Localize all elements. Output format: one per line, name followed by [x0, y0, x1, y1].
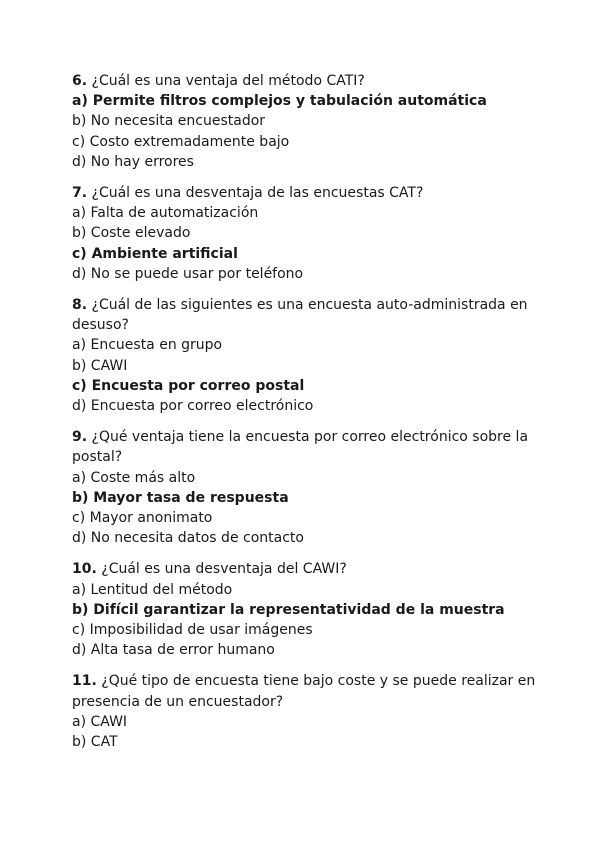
- question-text: [72, 427, 542, 467]
- answer-option: c) Costo extremadamente bajo: [72, 133, 290, 150]
- question-block: [72, 71, 542, 172]
- question-number: 9.: [72, 429, 88, 446]
- answer-option: a) Encuesta en grupo: [72, 337, 223, 354]
- answer-option: a) CAWI: [72, 713, 128, 730]
- answer-option: c) Mayor anonimato: [72, 510, 213, 527]
- question-number: 6.: [72, 73, 88, 89]
- question-number: 8.: [72, 297, 88, 314]
- question-prompt: ¿Qué ventaja tiene la encuesta por correo electrónico sobre la postal?: [72, 429, 529, 466]
- answer-option: b) No necesita encuestador: [72, 113, 266, 130]
- correct-answer-option: c) Encuesta por correo postal: [72, 377, 305, 394]
- question-text: [72, 559, 542, 579]
- question-number: 7.: [72, 185, 88, 202]
- correct-answer-option: a) Permite filtros complejos y tabulación automática: [72, 93, 487, 110]
- answer-option: b) CAWI: [72, 357, 128, 374]
- answer-option: a) Coste más alto: [72, 469, 196, 486]
- question-number: 11.: [72, 673, 97, 690]
- question-prompt: ¿Cuál es una desventaja de las encuestas CAT?: [91, 185, 424, 202]
- question-text: [72, 295, 542, 335]
- answer-option: d) No se puede usar por teléfono: [72, 265, 304, 282]
- answer-option: d) Alta tasa de error humano: [72, 642, 275, 659]
- question-prompt: ¿Cuál de las siguientes es una encuesta auto-administrada en desuso?: [72, 297, 528, 334]
- correct-answer-option: b) Difícil garantizar la representatividad de la muestra: [72, 601, 505, 618]
- question-block: [72, 183, 542, 284]
- correct-answer-option: b) Mayor tasa de respuesta: [72, 489, 289, 506]
- answer-option: d) No hay errores: [72, 153, 194, 170]
- answer-option: d) No necesita datos de contacto: [72, 530, 304, 547]
- question-text: [72, 71, 542, 91]
- question-text: [72, 183, 542, 203]
- answer-option: d) Encuesta por correo electrónico: [72, 398, 314, 415]
- correct-answer-option: c) Ambiente artificial: [72, 245, 238, 262]
- question-block: [72, 671, 542, 752]
- question-block: [72, 427, 542, 548]
- question-number: 10.: [72, 561, 97, 578]
- question-prompt: ¿Cuál es una ventaja del método CATI?: [91, 73, 365, 89]
- question-prompt: ¿Cuál es una desventaja del CAWI?: [101, 561, 347, 578]
- quiz-document: [72, 71, 542, 763]
- question-prompt: ¿Qué tipo de encuesta tiene bajo coste y se puede realizar en presencia de un encuestador?: [72, 673, 536, 710]
- answer-option: a) Lentitud del método: [72, 581, 233, 598]
- answer-option: a) Falta de automatización: [72, 205, 259, 222]
- answer-option: b) Coste elevado: [72, 225, 191, 242]
- question-block: [72, 295, 542, 416]
- answer-option: b) CAT: [72, 734, 118, 751]
- question-block: [72, 559, 542, 660]
- answer-option: c) Imposibilidad de usar imágenes: [72, 622, 313, 639]
- question-text: [72, 671, 542, 711]
